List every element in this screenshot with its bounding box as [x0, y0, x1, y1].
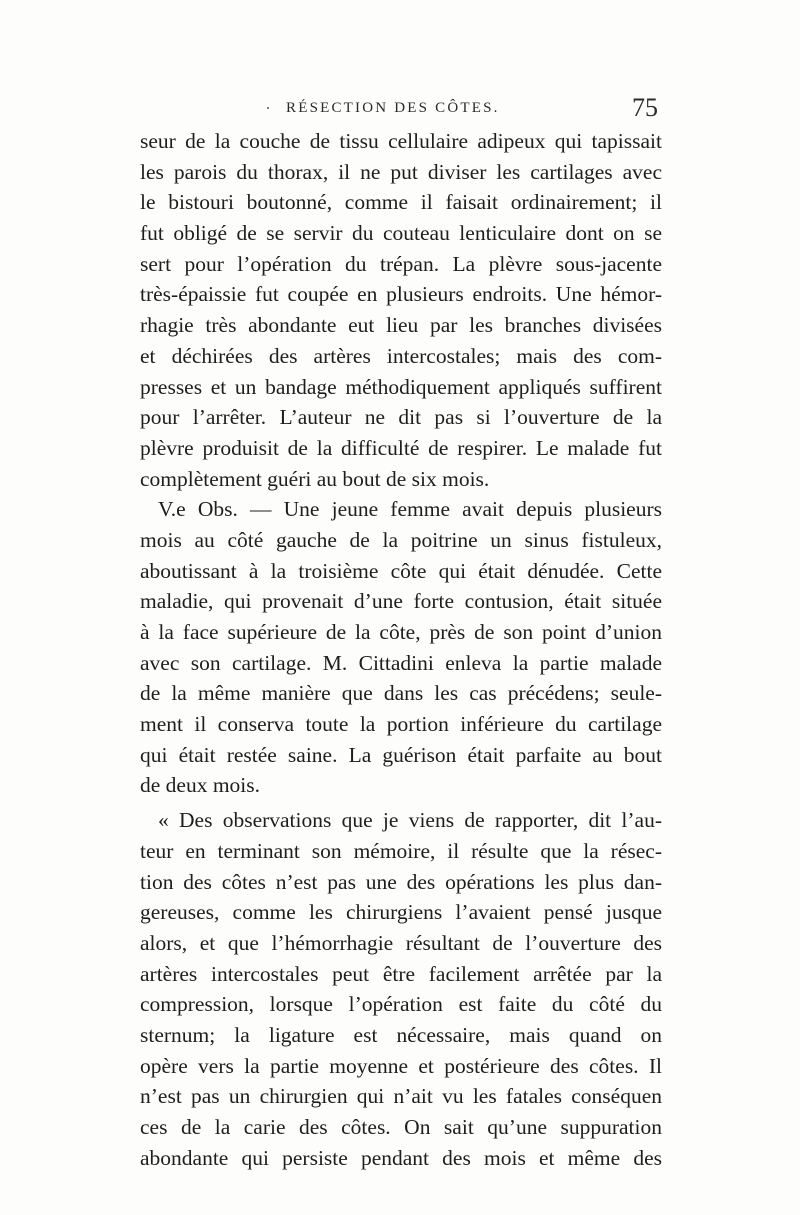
running-title: RÉSECTION DES CÔTES.: [286, 100, 500, 116]
text-line: teur en terminant son mémoire, il résulte que la résec-: [140, 838, 662, 863]
text-line: les parois du thorax, il ne put diviser les cartilages avec: [140, 159, 662, 184]
text-line: complètement guéri au bout de six mois.: [140, 466, 490, 491]
text-line: ment il conserva toute la portion inférieure du cartilage: [140, 712, 662, 737]
text-line: pour l’arrêter. L’auteur ne dit pas si l’ouverture de la: [140, 405, 662, 430]
text-line: compression, lorsque l’opération est faite du côté du: [140, 992, 662, 1017]
text-line: sternum; la ligature est nécessaire, mais quand on: [140, 1022, 662, 1047]
text-line: abondante qui persiste pendant des mois et même des: [140, 1145, 662, 1170]
text-line: très-épaissie fut coupée en plusieurs endroits. Une hémor-: [140, 282, 662, 307]
text-line: ces de la carie des côtes. On sait qu’une suppuration: [140, 1115, 662, 1139]
text-line: et déchirées des artères intercostales; mais des com-: [140, 343, 662, 368]
page-header: [140, 93, 662, 130]
text-line: sert pour l’opération du trépan. La plèvre sous-jacente: [140, 251, 662, 276]
text-line: « Des observations que je viens de rapporter, dit l’au-: [158, 808, 662, 833]
text-line: seur de la couche de tissu cellulaire adipeux qui tapissait: [140, 129, 662, 153]
text-line: plèvre produisit de la difficulté de respirer. Le malade fut: [140, 435, 662, 460]
text-line: mois au côté gauche de la poitrine un sinus fistuleux,: [140, 527, 662, 552]
text-line: opère vers la partie moyenne et postérieure des côtes. Il: [140, 1053, 662, 1078]
body-text: [140, 126, 662, 1173]
text-line: fut obligé de se servir du couteau lenticulaire dont on se: [140, 221, 662, 246]
text-line: de la même manière que dans les cas précédens; seule-: [140, 681, 662, 706]
text-line: n’est pas un chirurgien qui n’ait vu les fatales conséquen: [140, 1084, 662, 1109]
text-line: alors, et que l’hémorrhagie résultant de l’ouverture des: [140, 930, 662, 955]
text-line: artères intercostales peut être facilement arrêtée par la: [140, 961, 662, 986]
text-line: de deux mois.: [140, 773, 261, 798]
text-line: presses et un bandage méthodiquement appliqués suffirent: [140, 374, 662, 399]
text-line: aboutissant à la troisième côte qui était dénudée. Cette: [140, 558, 662, 583]
text-line: V.e Obs. — Une jeune femme avait depuis plusieurs: [158, 497, 662, 522]
text-line: qui était restée saine. La guérison était parfaite au bout: [140, 742, 662, 767]
text-line: maladie, qui provenait d’une forte contusion, était située: [140, 589, 662, 614]
page-number: 75: [632, 93, 658, 122]
text-line: gereuses, comme les chirurgiens l’avaient pensé jusque: [140, 900, 662, 925]
text-line: tion des côtes n’est pas une des opérations les plus dan-: [140, 869, 662, 894]
text-line: avec son cartilage. M. Cittadini enleva la partie malade: [140, 650, 662, 675]
text-line: rhagie très abondante eut lieu par les branches divisées: [140, 313, 662, 338]
text-line: le bistouri boutonné, comme il faisait ordinairement; il: [140, 190, 662, 215]
text-line: à la face supérieure de la côte, près de son point d’union: [140, 620, 662, 644]
